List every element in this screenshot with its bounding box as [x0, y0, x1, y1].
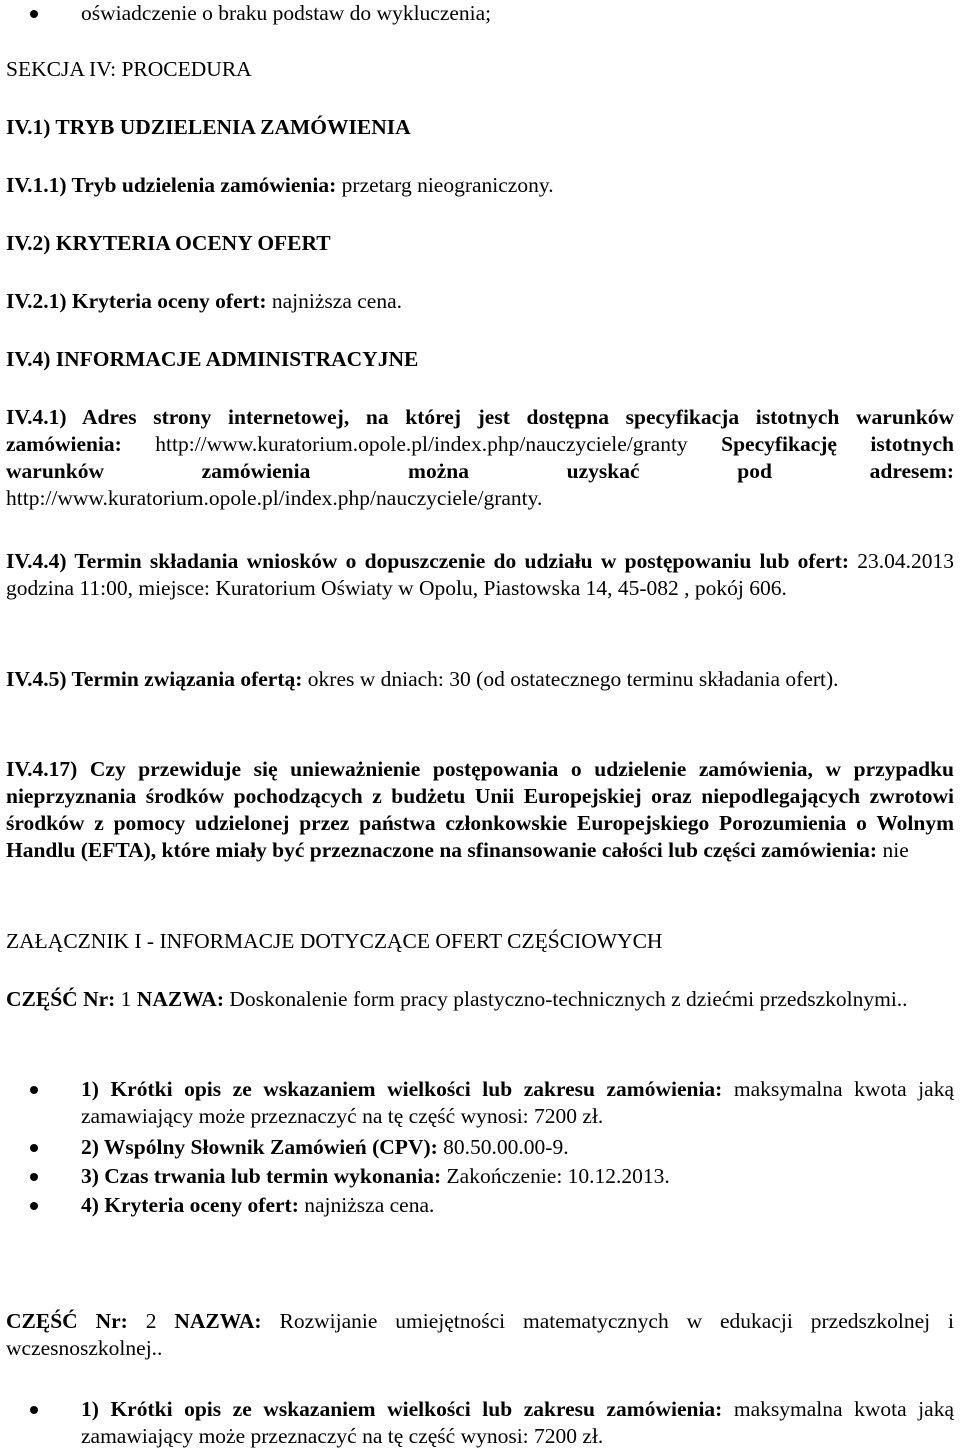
bullet-icon — [30, 1144, 38, 1152]
paragraph-uniewaznienie: IV.4.17) Czy przewiduje się unieważnienie postępowania o udzielenie zamówienia, w przypadku nieprzyznania środków pochodzących z budżetu Unii Europejskiej oraz niepodlegających zwrotowi środków z pomocy udzielonej przez państwa członkowskie Europejskiego Porozumienia o Wolnym Handlu (EFTA), które miały być przeznaczone na sfinansowanie całości lub części zamówienia: nie — [6, 757, 954, 862]
part-2-heading: CZĘŚĆ Nr: 2 NAZWA: Rozwijanie umiejętności matematycznych w edukacji przedszkolnej i wczesnoszkolnej.. — [6, 1309, 955, 1360]
bullet-icon — [30, 1202, 38, 1210]
subsection-heading: IV.1) TRYB UDZIELENIA ZAMÓWIENIA — [6, 115, 411, 139]
attachment-heading: ZAŁĄCZNIK I - INFORMACJE DOTYCZĄCE OFERT CZĘŚCIOWYCH — [6, 929, 663, 953]
paragraph-termin-zwiazania: IV.4.5) Termin związania ofertą: okres w dniach: 30 (od ostatecznego terminu składania ofert). — [6, 667, 839, 691]
paragraph-adres-strony: IV.4.1) Adres strony internetowej, na której jest dostępna specyfikacja istotnych warunków zamówienia: http://www.kuratorium.opole.pl/index.php/nauczyciele/granty Specyfikację istotnych warunków zamówienia można uzyskać pod adresem: http://www.kuratorium.opole.pl/index.php/nauczyciele/granty. — [6, 405, 954, 510]
list-item-text: 3) Czas trwania lub termin wykonania: Zakończenie: 10.12.2013. — [81, 1164, 670, 1188]
paragraph-tryb: IV.1.1) Tryb udzielenia zamówienia: przetarg nieograniczony. — [6, 173, 554, 197]
paragraph-kryteria: IV.2.1) Kryteria oceny ofert: najniższa cena. — [6, 289, 402, 313]
list-item-text: oświadczenie o braku podstaw do wykluczenia; — [81, 1, 492, 25]
list-item-text: 4) Kryteria oceny ofert: najniższa cena. — [81, 1193, 435, 1217]
list-item-text: 1) Krótki opis ze wskazaniem wielkości lub zakresu zamówienia: maksymalna kwota jaką zamawiający może przeznaczyć na tę część wynosi: 7200 zł. — [81, 1397, 954, 1448]
subsection-heading: IV.4) INFORMACJE ADMINISTRACYJNE — [6, 347, 419, 371]
bullet-icon — [30, 1406, 38, 1414]
subsection-heading: IV.2) KRYTERIA OCENY OFERT — [6, 231, 331, 255]
list-item-text: 1) Krótki opis ze wskazaniem wielkości lub zakresu zamówienia: maksymalna kwota jaką zamawiający może przeznaczyć na tę część wynosi: 7200 zł. — [81, 1077, 954, 1128]
part-1-heading: CZĘŚĆ Nr: 1 NAZWA: Doskonalenie form pracy plastyczno-technicznych z dziećmi przedszkolnymi.. — [6, 987, 908, 1011]
bullet-icon — [30, 1086, 38, 1094]
bullet-icon — [30, 1173, 38, 1181]
section-heading: SEKCJA IV: PROCEDURA — [6, 57, 252, 81]
bullet-icon — [30, 10, 38, 18]
list-item-text: 2) Wspólny Słownik Zamówień (CPV): 80.50.00.00-9. — [81, 1135, 569, 1159]
paragraph-termin-skladania: IV.4.4) Termin składania wniosków o dopuszczenie do udziału w postępowaniu lub ofert: 23.04.2013 godzina 11:00, miejsce: Kuratorium Oświaty w Opolu, Piastowska 14, 45-082 , pokój 606. — [6, 549, 954, 600]
